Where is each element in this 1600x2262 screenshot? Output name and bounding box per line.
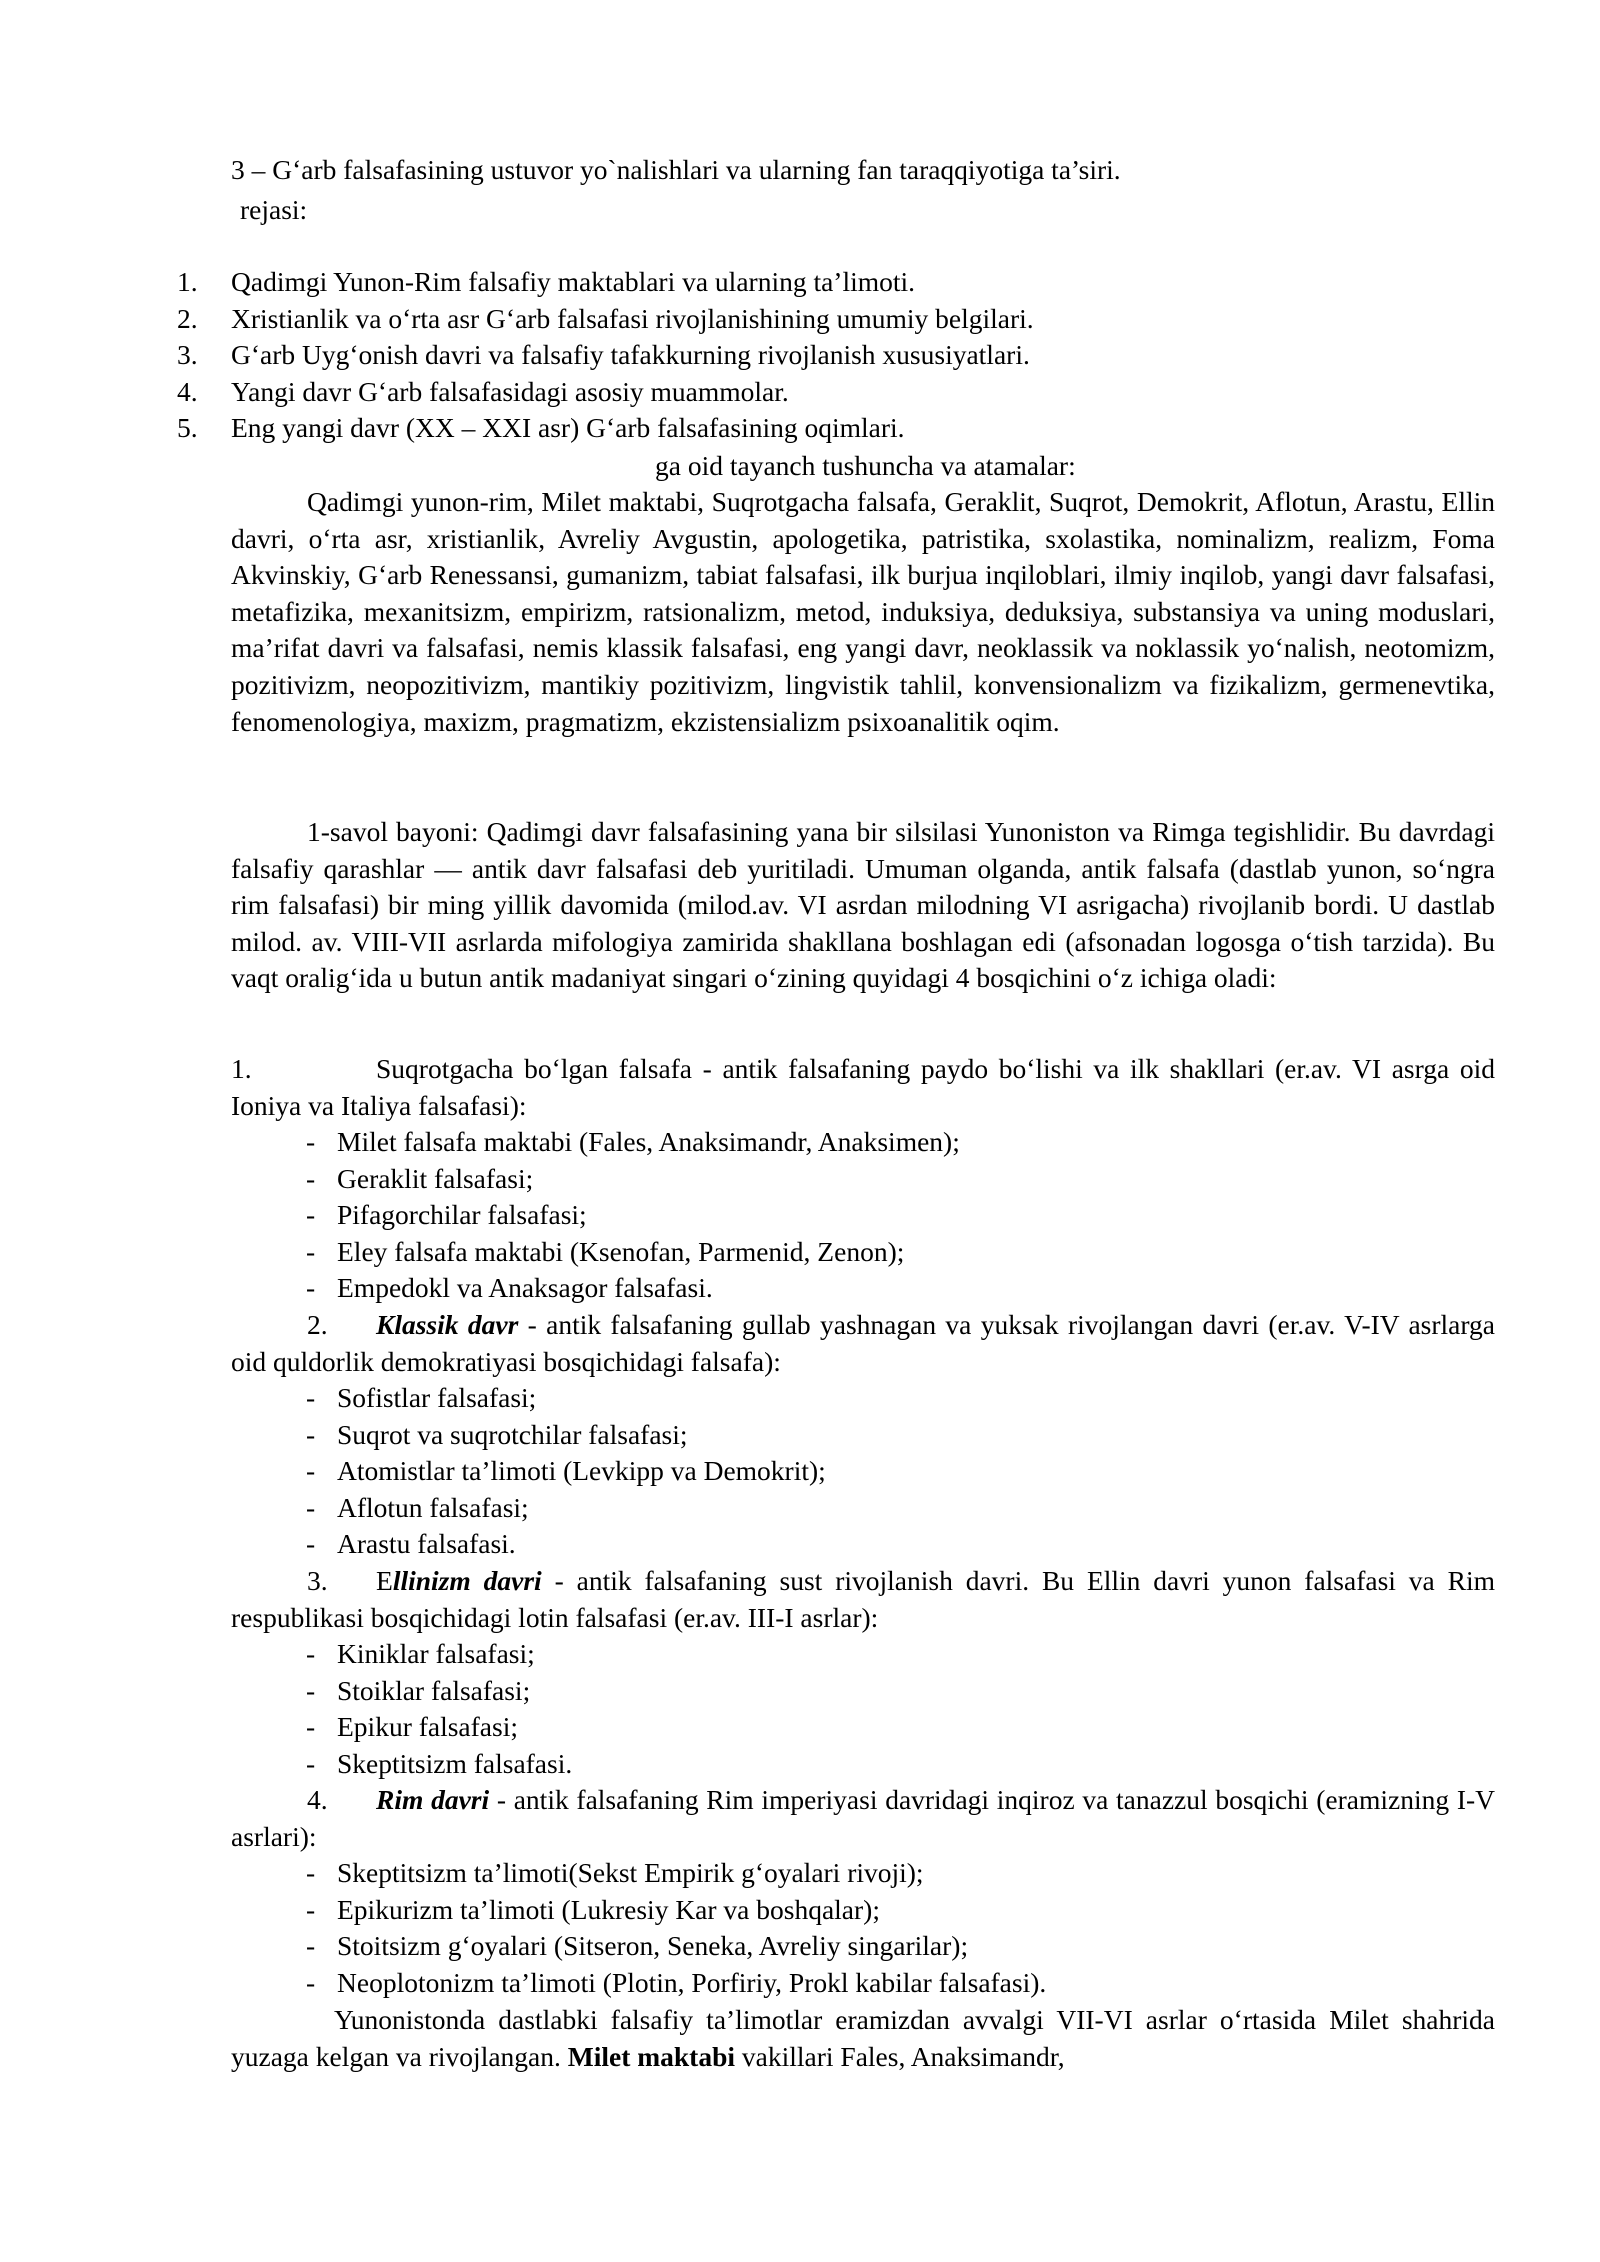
stage-number: 3. [307, 1565, 328, 1596]
concepts-paragraph: Qadimgi yunon-rim, Milet maktabi, Suqrotgacha falsafa, Geraklit, Suqrot, Demokrit, Aflotun, Arastu, Ellin davri, o‘rta asr, xristianlik, Avreliy Avgustin, apologetika, patristika, sxolastika, nominalizm, realizm, Foma Akvinskiy, G‘arb Renessansi, gumanizm, tabiat falsafasi, ilk burjua inqiloblari, ilmiy inqilob, yangi davr falsafasi, metafizika, mexanitsizm, empirizm, ratsionalizm, metod, induksiya, deduksiya, substansiya va uning moduslari, ma’rifat davri va falsafasi, nemis klassik falsafasi, eng yangi davr, neoklassik va noklassik yo‘nalish, neotomizm, pozitivizm, neopozitivizm, mantikiy pozitivizm, lingvistik tahlil, konvensionalizm va fizikalizm, germenevtika, fenomenologiya, maxizm, pragmatizm, ekzistensializm psixoanalitik oqim. [231, 486, 1495, 737]
closing-tail: vakillari Fales, Anaksimandr, [735, 2040, 1065, 2072]
concepts-heading: ga oid tayanch tushuncha va atamalar: [655, 450, 1076, 481]
question1-intro: 1-savol bayoni: Qadimgi davr falsafasining yana bir silsilasi Yunoniston va Rimga tegishlidir. Bu davrdagi falsafiy qarashlar — antik davr falsafasi deb yuritiladi. Umuman olganda, antik falsafa (dastlab yunon, so‘ngra rim falsafasi) bir ming yillik davomida (milod.av. VI asrdan milodning VI asrigacha) rivojlanib bordi. U dastlab milod. av. VIII-VII asrlarda mifologiya zamirida shakllana boshlagan edi (afsonadan logosga o‘tish tarzida). Bu vaqt oralig‘ida u butun antik madaniyat singari o‘zining quyidagi 4 bosqichini o‘z ichiga oladi: [231, 816, 1495, 994]
item-text: Epikurizm ta’limoti (Lukresiy Kar va boshqalar); [337, 1893, 880, 1925]
item-text: Kiniklar falsafasi; [337, 1638, 535, 1669]
item-text: Sofistlar falsafasi; [337, 1382, 537, 1413]
stage-number: 1. [231, 1053, 252, 1084]
stage-term: llinizm davri [392, 1565, 542, 1596]
list-item [177, 374, 1034, 411]
list-item: - Eley falsafa maktabi (Ksenofan, Parmenid, Zenon); [306, 1235, 905, 1267]
stage1-list [306, 1124, 960, 1307]
item-number: 1. [177, 266, 198, 297]
stage-term: Klassik davr [376, 1309, 519, 1340]
stage2-paragraph [231, 1307, 1495, 1380]
closing-bold-term: Milet maktabi [567, 2040, 736, 2072]
stage-text: - antik falsafaning sust rivojlanish davri. Bu Ellin davri yunon falsafasi va Rim respublikasi bosqichidagi lotin falsafasi (er.av. III-I asrlar): [231, 1565, 1496, 1633]
item-text: Arastu falsafasi. [337, 1528, 516, 1560]
item-text: Eng yangi davr (XX – XXI asr) G‘arb falsafasining oqimlari. [231, 412, 905, 444]
item-text: Epikur falsafasi; [337, 1711, 518, 1743]
stage-text: Suqrotgacha bo‘lgan falsafa - antik falsafaning paydo bo‘lishi va ilk shakllari (er.av. VI asrga oid Ioniya va Italiya falsafasi): [231, 1053, 1495, 1121]
list-item: - Stoitsizm g‘oyalari (Sitseron, Seneka, Avreliy singarilar); [306, 1930, 969, 1962]
item-text: Qadimgi Yunon-Rim falsafiy maktablari va ularning ta’limoti. [231, 266, 916, 297]
item-text: Skeptitsizm falsafasi. [337, 1747, 573, 1779]
list-item: - Epikur falsafasi; [306, 1711, 518, 1743]
stage-term: Rim davri [376, 1784, 490, 1815]
list-item: - Empedokl va Anaksagor falsafasi. [306, 1272, 713, 1304]
closing-text: Yunonistonda dastlabki falsafiy ta’limotlar eramizdan avvalgi VII-VI asrlar o‘rtasida Milet shahrida yuzaga kelgan va rivojlangan. [231, 2004, 1495, 2072]
list-item [177, 410, 1034, 447]
item-number: 2. [177, 302, 198, 334]
stage3-paragraph [231, 1563, 1495, 1636]
stage4-list [306, 1855, 1046, 2001]
stage-number: 2. [307, 1309, 328, 1340]
list-item [177, 301, 1034, 338]
item-number: 3. [177, 339, 198, 371]
item-text: Geraklit falsafasi; [337, 1162, 534, 1194]
item-text: Milet falsafa maktabi (Fales, Anaksimandr, Anaksimen); [337, 1126, 960, 1157]
list-item: - Skeptitsizm falsafasi. [306, 1747, 573, 1779]
list-item: - Suqrot va suqrotchilar falsafasi; [306, 1418, 688, 1450]
list-item: - Arastu falsafasi. [306, 1528, 516, 1560]
plan-label: rejasi: [240, 194, 308, 225]
stage-text: - antik falsafaning Rim imperiyasi davridagi inqiroz va tanazzul bosqichi (eramizning I-V asrlari): [231, 1784, 1495, 1852]
list-item [177, 337, 1034, 374]
plan-list [177, 264, 1034, 447]
stage-text: - antik falsafaning gullab yashnagan va yuksak rivojlangan davri (er.av. V-IV asrlarga oid quldorlik demokratiyasi bosqichidagi falsafa): [231, 1309, 1495, 1377]
item-text: Atomistlar ta’limoti (Levkipp va Demokrit); [337, 1455, 826, 1487]
stage4-paragraph [231, 1782, 1495, 1855]
item-text: Skeptitsizm ta’limoti(Sekst Empirik g‘oyalari rivoji); [337, 1857, 924, 1888]
stage2-list [306, 1380, 826, 1563]
stage1-paragraph [231, 1051, 1495, 1124]
list-item: - Geraklit falsafasi; [306, 1162, 534, 1194]
item-text: Empedokl va Anaksagor falsafasi. [337, 1272, 713, 1304]
item-text: Yangi davr G‘arb falsafasidagi asosiy muammolar. [231, 375, 789, 407]
list-item: - Atomistlar ta’limoti (Levkipp va Demokrit); [306, 1455, 826, 1487]
list-item: - Kiniklar falsafasi; [306, 1638, 535, 1669]
stage-number: 4. [307, 1784, 328, 1815]
item-number: 4. [177, 375, 198, 407]
list-item: - Aflotun falsafasi; [306, 1491, 529, 1523]
page-title: 3 – G‘arb falsafasining ustuvor yo`nalishlari va ularning fan taraqqiyotiga ta’siri. [231, 154, 1121, 185]
item-text: Pifagorchilar falsafasi; [337, 1199, 587, 1231]
list-item: - Milet falsafa maktabi (Fales, Anaksimandr, Anaksimen); [306, 1126, 960, 1157]
list-item: - Skeptitsizm ta’limoti(Sekst Empirik g‘oyalari rivoji); [306, 1857, 924, 1888]
list-item [177, 264, 1034, 301]
stage3-list [306, 1636, 572, 1782]
closing-paragraph [231, 2002, 1495, 2075]
item-text: Neoplotonizm ta’limoti (Plotin, Porfiriy, Prokl kabilar falsafasi). [337, 1966, 1047, 1998]
list-item: - Stoiklar falsafasi; [306, 1674, 531, 1706]
item-text: G‘arb Uyg‘onish davri va falsafiy tafakkurning rivojlanish xususiyatlari. [231, 339, 1030, 371]
item-text: Suqrot va suqrotchilar falsafasi; [337, 1418, 688, 1450]
item-text: Stoiklar falsafasi; [337, 1674, 531, 1706]
item-number: 5. [177, 412, 198, 444]
list-item: - Epikurizm ta’limoti (Lukresiy Kar va boshqalar); [306, 1893, 880, 1925]
item-text: Xristianlik va o‘rta asr G‘arb falsafasi rivojlanishining umumiy belgilari. [231, 302, 1034, 334]
list-item: - Neoplotonizm ta’limoti (Plotin, Porfiriy, Prokl kabilar falsafasi). [306, 1966, 1047, 1998]
list-item: - Sofistlar falsafasi; [306, 1382, 537, 1413]
item-text: Stoitsizm g‘oyalari (Sitseron, Seneka, Avreliy singarilar); [337, 1930, 969, 1962]
stage-term-first: E [376, 1565, 393, 1596]
item-text: Aflotun falsafasi; [337, 1491, 529, 1523]
item-text: Eley falsafa maktabi (Ksenofan, Parmenid, Zenon); [337, 1235, 905, 1267]
list-item: - Pifagorchilar falsafasi; [306, 1199, 587, 1231]
